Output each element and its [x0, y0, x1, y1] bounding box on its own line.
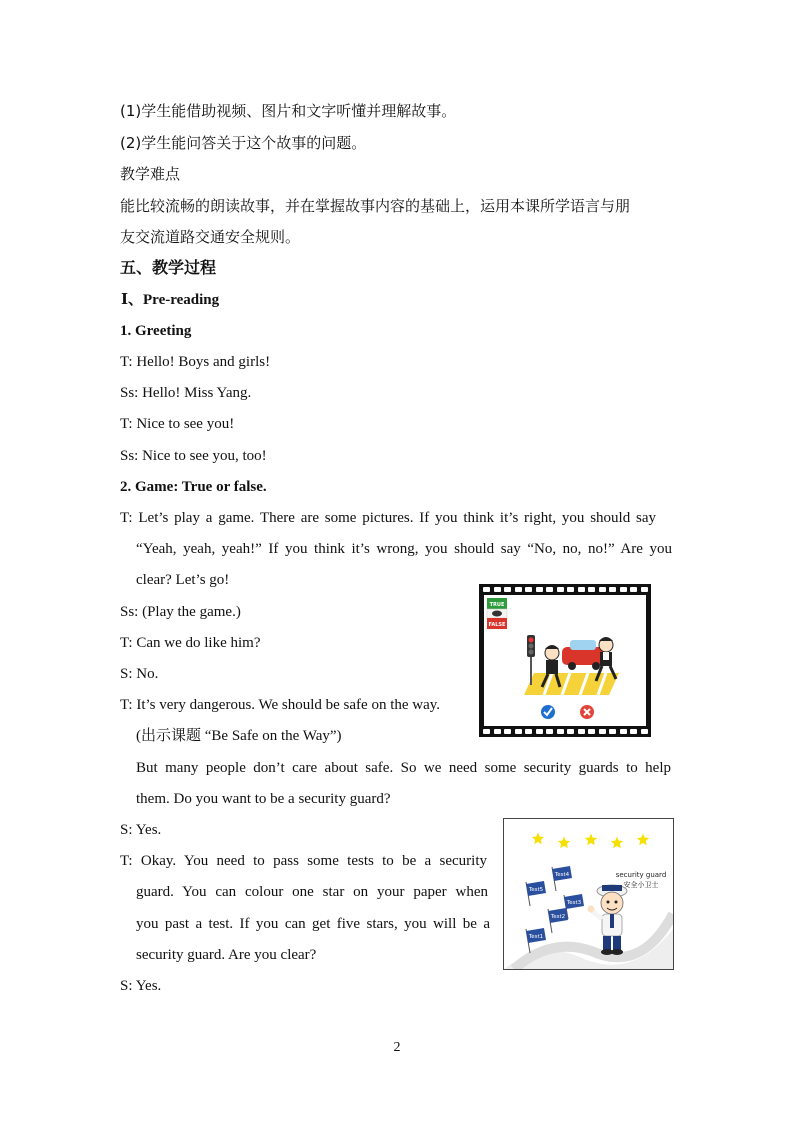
objective-1: (1)学生能借助视频、图片和文字听懂并理解故事。: [120, 102, 457, 120]
dialogue-line: T: Can we do like him?: [120, 635, 261, 651]
lesson-title-note: (出示课题 “Be Safe on the Way”): [136, 728, 342, 744]
traffic-scene: [484, 595, 646, 726]
star-icon: [637, 834, 649, 846]
star-icon: [558, 837, 570, 849]
dialogue-line: clear? Let’s go!: [136, 572, 230, 588]
film-hole: [588, 587, 595, 592]
test-flag-label: Test2: [550, 914, 566, 920]
false-label: FALSE: [488, 622, 506, 628]
film-hole: [599, 729, 606, 734]
test-flag-label: Test1: [528, 934, 544, 940]
film-hole: [630, 729, 637, 734]
dialogue-line: Ss: Nice to see you, too!: [120, 448, 267, 464]
test-flag: [526, 881, 546, 906]
film-hole: [515, 729, 522, 734]
dialogue-line: T: Hello! Boys and girls!: [120, 354, 271, 370]
film-hole: [620, 587, 627, 592]
test-flag-label: Test5: [528, 887, 544, 893]
film-hole: [567, 729, 574, 734]
film-hole: [609, 729, 616, 734]
difficulty-line-2: 友交流道路交通安全规则。: [120, 228, 301, 246]
dialogue-line: guard. You can colour one star on your paper when: [136, 884, 488, 900]
security-guard-image: [503, 818, 674, 970]
film-hole: [557, 729, 564, 734]
film-hole: [504, 729, 511, 734]
dialogue-line: But many people don’t care about safe. So we need some security guards to help: [136, 760, 671, 776]
page-number: 2: [393, 1040, 401, 1055]
guard-character-icon: [588, 885, 628, 955]
film-hole: [483, 729, 490, 734]
test-flag-label: Test3: [566, 900, 582, 906]
film-hole: [557, 587, 564, 592]
guard-caption-cn: 安全小卫士: [623, 881, 659, 889]
eye-icon: [492, 611, 502, 617]
star-icon: [585, 834, 597, 846]
film-hole: [546, 729, 553, 734]
dialogue-line: S: Yes.: [120, 822, 162, 838]
film-hole: [525, 587, 532, 592]
star-row: [532, 833, 649, 849]
film-hole: [599, 587, 606, 592]
difficulty-line-1: 能比较流畅的朗读故事，并在掌握故事内容的基础上，运用本课所学语言与朋: [120, 197, 631, 215]
film-hole: [494, 729, 501, 734]
greeting-heading: 1. Greeting: [120, 323, 192, 339]
game-frame: [484, 595, 646, 726]
film-hole: [630, 587, 637, 592]
dialogue-line: Ss: (Play the game.): [120, 604, 241, 620]
film-hole: [578, 729, 585, 734]
star-icon: [532, 833, 544, 845]
guard-caption-en: security guard: [615, 871, 667, 879]
film-hole: [536, 587, 543, 592]
film-hole: [578, 587, 585, 592]
dialogue-line: T: It’s very dangerous. We should be safe on the way.: [120, 697, 441, 713]
film-hole: [588, 729, 595, 734]
true-label: TRUE: [489, 602, 505, 608]
film-hole: [536, 729, 543, 734]
stage-heading: Ⅰ、Pre-reading: [121, 292, 220, 308]
dialogue-line: S: Yes.: [120, 978, 162, 994]
test-flag: [548, 908, 568, 933]
dialogue-line: “Yeah, yeah, yeah!” If you think it’s wrong, you should say “No, no, no!” Are you: [136, 541, 672, 557]
dialogue-line: security guard. Are you clear?: [136, 947, 317, 963]
dialogue-line: T: Okay. You need to pass some tests to be a security: [120, 853, 487, 869]
film-hole: [515, 587, 522, 592]
dialogue-line: S: No.: [120, 666, 159, 682]
film-hole: [641, 729, 648, 734]
film-hole: [641, 587, 648, 592]
objective-2: (2)学生能问答关于这个故事的问题。: [120, 134, 367, 152]
dialogue-line: you past a test. If you can get five stars, you will be a: [136, 916, 490, 932]
test-flag: [552, 866, 572, 891]
film-hole: [609, 587, 616, 592]
star-icon: [611, 837, 623, 849]
film-hole: [620, 729, 627, 734]
film-hole: [567, 587, 574, 592]
difficulty-heading: 教学难点: [120, 165, 181, 183]
game-heading: 2. Game: True or false.: [120, 479, 267, 495]
security-guard-scene: [504, 819, 673, 969]
film-hole: [483, 587, 490, 592]
test-flag-label: Test4: [554, 872, 570, 878]
dialogue-line: T: Let’s play a game. There are some pictures. If you think it’s right, you should say: [120, 510, 656, 526]
dialogue-line: them. Do you want to be a security guard?: [136, 791, 391, 807]
film-hole: [504, 587, 511, 592]
film-hole: [546, 587, 553, 592]
section-heading: 五、教学过程: [120, 258, 217, 277]
true-false-game-image: [479, 584, 651, 737]
film-hole: [525, 729, 532, 734]
dialogue-line: Ss: Hello! Miss Yang.: [120, 385, 252, 401]
test-flags: [526, 866, 584, 953]
dialogue-line: T: Nice to see you!: [120, 416, 235, 432]
film-hole: [494, 587, 501, 592]
